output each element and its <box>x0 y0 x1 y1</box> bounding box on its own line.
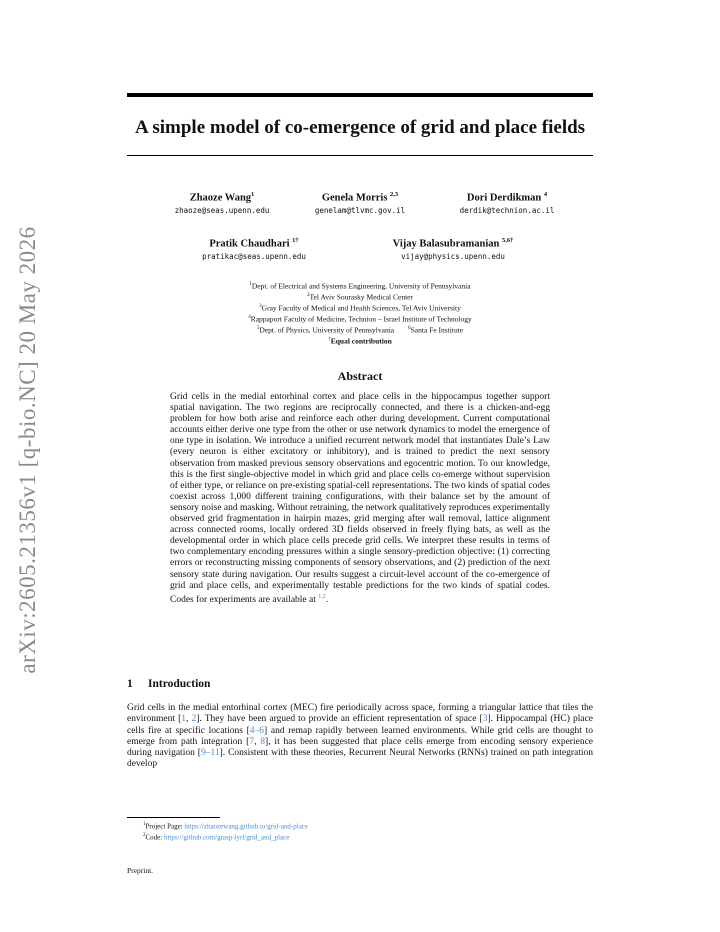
citation-link[interactable]: 8 <box>260 736 266 747</box>
author-email[interactable]: pratikac@seas.upenn.edu <box>202 251 306 261</box>
author-name: Dori Derdikman $^4$ <box>466 191 548 204</box>
affiliation-2: $^2$Tel Aviv Sourasky Medical Center <box>307 292 413 302</box>
author-email[interactable]: zhaoze@seas.upenn.edu <box>174 205 270 215</box>
author-3 <box>449 188 565 216</box>
preprint-label: Preprint. <box>127 866 154 875</box>
citation-link[interactable]: 7 <box>249 736 255 747</box>
author-name: Pratik Chaudhari $^{1\dagger}$ <box>209 237 299 250</box>
author-2 <box>305 188 415 216</box>
author-name: Vijay Balasubramanian $^{5,6\dagger}$ <box>392 237 514 250</box>
project-page-link[interactable]: https://zhaozewang.github.io/grid-and-place <box>184 822 309 831</box>
author-name: Zhaoze Wang$^1$ <box>189 191 255 204</box>
arxiv-sidebar <box>8 226 48 674</box>
citation-link[interactable]: 9–11 <box>200 748 220 759</box>
title-rule-bottom <box>127 155 593 156</box>
footnote-rule <box>127 817 220 818</box>
author-name: Genela Morris $^{2,3}$ <box>321 191 399 204</box>
abstract-heading: Abstract <box>337 369 383 383</box>
footnote-1: $^1$Project Page: https://zhaozewang.github.io/grid-and-place <box>143 822 309 831</box>
citation-link[interactable]: 3 <box>482 714 488 725</box>
author-4 <box>193 234 315 262</box>
equal-contribution-note: †Equal contribution <box>328 336 392 346</box>
author-email[interactable]: genelam@tlvmc.gov.il <box>314 205 406 215</box>
citation-link[interactable]: 4–6 <box>249 725 265 736</box>
affiliation-3: $^3$Gray Faculty of Medical and Health Sciences, Tel Aviv University <box>259 303 461 313</box>
introduction-paragraph: Grid cells in the medial entorhinal cortex (MEC) fire periodically across space, forming a triangular lattice that tiles the environment [1, 2]. They have been argued to provide an efficient representation of space [3]. Hippocampal (HC) place cells fire at specific locations [4–6] and remap rapidly between learned environments. While grid cells are thought to emerge from path integration [7, 8], it has been suggested that place cells emerge from encoding sensory experience during navigation [9–11]. Consistent with these theories, Recurrent Neural Networks (RNNs) trained on path integration develop <box>127 703 594 770</box>
affiliation-4: $^4$Rappaport Faculty of Medicine, Technion – Israel Institute of Technology <box>248 314 472 324</box>
footnote-2: $^2$Code: https://github.com/grasp-lyrl/grid_and_place <box>143 833 290 842</box>
paper-title: A simple model of co-emergence of grid and place fields <box>134 117 586 138</box>
affiliations <box>127 280 593 347</box>
citation-link[interactable]: 2 <box>191 714 197 725</box>
affiliation-1: $^1$Dept. of Electrical and Systems Engineering, University of Pennsylvania <box>249 281 471 291</box>
title-rule-top <box>127 93 593 97</box>
author-5 <box>383 234 523 262</box>
affiliation-5-6: $^5$Dept. of Physics, University of Pennsylvania $^6$Santa Fe Institute <box>256 325 464 335</box>
footnotes <box>143 820 308 843</box>
citation-link[interactable]: 1 <box>181 714 187 725</box>
author-email[interactable]: derdik@technion.ac.il <box>459 205 555 215</box>
arxiv-identifier: arXiv:2605.21356v1 [q-bio.NC] 20 May 2026 <box>15 226 40 674</box>
code-link[interactable]: https://github.com/grasp-lyrl/grid_and_place <box>163 833 290 842</box>
section-heading-introduction: 1 Introduction <box>127 678 211 690</box>
author-email[interactable]: vijay@physics.upenn.edu <box>401 251 505 261</box>
abstract-text: Grid cells in the medial entorhinal cortex and place cells in the hippocampus together support spatial navigation. The two regions are reciprocally connected, and there is a chicken-and-egg problem for how both arise and reinforce each other during development. Current computational accounts either derive one type from the other or use network dynamics to model the emergence of one type in isolation. We introduce a unified recurrent network model that instantiates Dale’s Law (every neuron is either excitatory or inhibitory), and is trained to predict the next sensory observation from masked previous sensory observations and egocentric motion. To our knowledge, this is the first single-objective model in which grid and place cells co-emerge without supervision of either type, or reliance on pre-existing spatial-cell representations. The two kinds of spatial codes coexist across 1,000 different training configurations, with their balance set by the amount of sensory noise and masking. Without retraining, the network qualitatively reproduces experimentally observed grid fragmentation in hairpin mazes, grid merging after wall removal, lattice alignment across connected rooms, locally ordered 3D fields observed in freely flying bats, as well as the developmental order in which place cells precede grid cells. We interpret these results in terms of two complementary encoding pressures within a single sensory-prediction objective: (1) correcting errors or reconstructing missing components of sensory observations, and (2) prediction of the next sensory state during navigation. Our results suggest a circuit-level account of the co-emergence of grid and place cells, and experimentally testable predictions for the two kinds of spatial codes. Codes for experiments are available at $^{1,2}$. <box>170 392 550 605</box>
abstract-footnote-refs[interactable]: 1,2 <box>318 593 326 600</box>
author-1 <box>167 188 277 216</box>
